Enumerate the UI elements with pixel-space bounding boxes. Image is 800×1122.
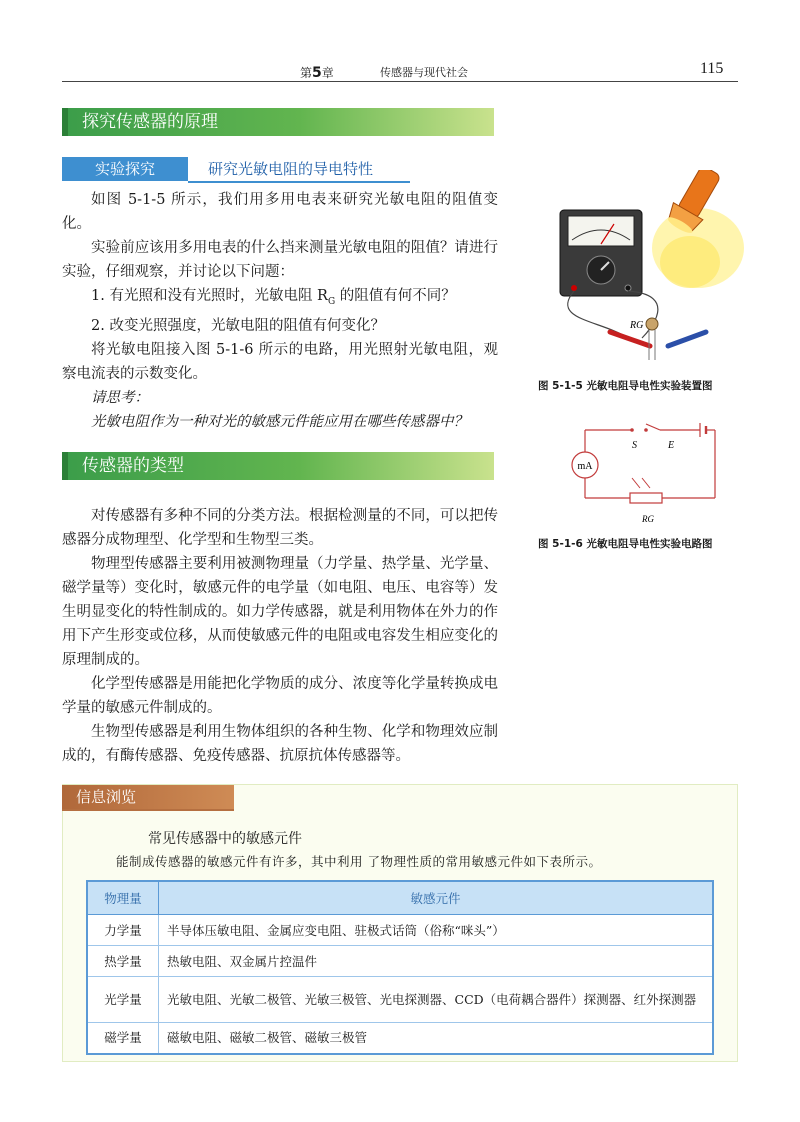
resistor-label: RG (642, 514, 654, 524)
paragraph: 实验前应该用多用电表的什么挡来测量光敏电阻的阻值？请进行实验，仔细观察，并讨论以下问题： (62, 240, 498, 280)
table-header: 物理量 (87, 881, 159, 915)
light-arrow-icon (642, 478, 650, 488)
chapter-number: 5 (312, 65, 322, 81)
chapter-title: 传感器与现代社会 (380, 66, 468, 79)
experiment-label: 实验探究 (62, 157, 188, 181)
switch-label: S (632, 440, 637, 451)
paragraph: 生物型传感器是利用生物体组织的各种生物、化学和物理效应制成的，有酶传感器、免疫传感器、抗原抗体传感器等。 (62, 724, 498, 764)
red-probe-icon (610, 332, 650, 346)
table-cell: 光敏电阻、光敏二极管、光敏三极管、光电探测器、CCD（电荷耦合器件）探测器、红外探测器 (159, 977, 714, 1023)
photoresistor-label: RG (630, 320, 644, 331)
paragraph: 将光敏电阻接入图 5-1-6 所示的电路，用光照射光敏电阻，观察电流表的示数变化。 (62, 341, 498, 382)
table-cell: 半导体压敏电阻、金属应变电阻、驻极式话筒（俗称“咪头”） (159, 915, 714, 946)
table-cell: 热敏电阻、双金属片控温件 (159, 946, 714, 977)
paragraph: 物理型传感器主要利用被测物理量（力学量、热学量、光学量、磁学量等）变化时，敏感元件的电学量（如电阻、电压、电容等）发生明显变化的特性制成的。如力学传感器，就是利用物体在外力的作用下产生形变或位移，从而使敏感元件的电阻或电容发生相应变化的原理制成的。 (62, 556, 498, 668)
paragraph: 化学型传感器是用能把化学物质的成分、浓度等化学量转换成电学量的敏感元件制成的。 (62, 676, 498, 716)
light-arrow-icon (632, 478, 640, 488)
table-cell: 磁敏电阻、磁敏二极管、磁敏三极管 (159, 1023, 714, 1054)
switch-icon (644, 428, 648, 432)
question-1: 1. 有光照和没有光照时，光敏电阻 $R_G$ 的阻值有何不同？ (91, 288, 456, 307)
table-cell: 磁学量 (87, 1023, 159, 1054)
think-question: 光敏电阻作为一种对光的敏感元件能应用在哪些传感器中？ (91, 413, 468, 430)
section-banner-types: 传感器的类型 (62, 452, 494, 480)
info-description: 能制成传感器的敏感元件有许多，其中利用 了物理性质的常用敏感元件如下表所示。 (116, 854, 602, 869)
multimeter-icon (560, 210, 642, 296)
table-header: 敏感元件 (159, 881, 714, 915)
header-rule (62, 81, 738, 82)
blue-probe-icon (668, 332, 706, 346)
lead-wire (568, 291, 628, 338)
multimeter-experiment-figure (530, 170, 760, 370)
experiment-title: 研究光敏电阻的导电特性 (208, 160, 374, 178)
circuit-diagram-figure (560, 418, 730, 534)
experiment-body (62, 188, 498, 434)
paragraph: 对传感器有多种不同的分类方法。根据检测量的不同，可以把传感器分成物理型、化学型和生物型三类。 (62, 508, 498, 548)
info-label: 信息浏览 (62, 785, 234, 810)
info-title: 常见传感器中的敏感元件 (148, 831, 302, 847)
sensitive-elements-table (86, 880, 714, 1055)
photoresistor-symbol (630, 493, 662, 503)
photoresistor-icon (646, 318, 658, 330)
table-cell: 热学量 (87, 946, 159, 977)
section-banner-principle: 探究传感器的原理 (62, 108, 494, 136)
think-label: 请思考： (91, 389, 149, 406)
battery-label: E (668, 440, 675, 451)
table-row (87, 977, 713, 1023)
experiment-underline (188, 181, 410, 183)
figure-caption-5-1-5: 图 5-1-5 光敏电阻导电性实验装置图 (538, 380, 713, 392)
table-cell: 力学量 (87, 915, 159, 946)
types-body (62, 504, 498, 768)
table-row (87, 1023, 713, 1054)
figure-caption-5-1-6: 图 5-1-6 光敏电阻导电性实验电路图 (538, 538, 713, 550)
ammeter-label: mA (577, 461, 593, 472)
chapter-label: 第5章 (300, 65, 334, 81)
light-glow-inner (660, 236, 720, 288)
table-row (87, 946, 713, 977)
question-2: 2. 改变光照强度，光敏电阻的阻值有何变化？ (91, 317, 385, 334)
circuit-wires (585, 424, 715, 498)
page-number: 115 (700, 60, 724, 77)
table-cell: 光学量 (87, 977, 159, 1023)
switch-icon (630, 428, 634, 432)
info-label-rule (62, 809, 234, 811)
table-row (87, 915, 713, 946)
paragraph: 如图 5-1-5 所示，我们用多用电表来研究光敏电阻的阻值变化。 (62, 192, 498, 232)
